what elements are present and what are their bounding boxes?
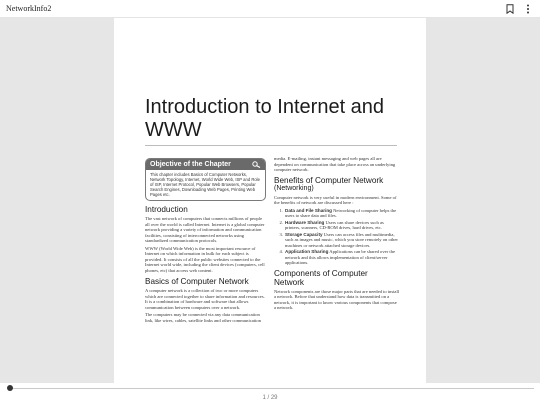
document-title: NetworkInfo2 — [6, 4, 52, 13]
list-item — [274, 220, 399, 231]
title-divider — [145, 145, 397, 146]
list-item-text: Users can share devices such as printers, scanners, CD-ROM drives, hard drives, etc. — [285, 219, 384, 230]
search-icon — [252, 161, 261, 168]
benefits-intro: Computer network is very useful in modern environment. Some of the benefits of network are discussed here : — [274, 194, 397, 205]
list-item-number: 2. — [279, 219, 283, 225]
page-indicator: 1 / 29 — [262, 395, 278, 401]
more-vertical-icon — [526, 4, 530, 14]
components-heading: Components of Computer Network — [274, 268, 368, 287]
document-viewer[interactable] — [0, 18, 540, 383]
page-scroll-track[interactable] — [10, 388, 534, 389]
basics-paragraph-1: A computer network is a collection of two or more computers which are connected together to share information and resources. It is a combination of hardware and software that allows communication between computers over a network. — [145, 288, 265, 310]
document-page — [114, 18, 426, 383]
objective-text: This chapter includes Basics of Computer Networks, Network Topology, Internet, World Wide Web, ISP and Role of ISP, Internet Protocol, Popular Web Browsers, Popular Search Engines, Downloading Web Pages, Printing Web Pages etc. — [150, 172, 260, 197]
list-item-text: Networking of computer helps the users to share data and files. — [285, 207, 397, 218]
left-column — [145, 158, 266, 325]
list-item-title: Application Sharing — [285, 249, 329, 254]
list-item-text: Applications can be shared over the network and this allows implementation of client/server applications. — [285, 249, 395, 265]
page-scroll-thumb[interactable] — [7, 385, 13, 391]
list-item-title: Hardware Sharing — [285, 219, 325, 225]
bookmark-icon — [506, 4, 514, 14]
bookmark-button[interactable] — [504, 3, 516, 15]
benefits-heading-main: Benefits of Computer Network — [274, 175, 384, 185]
objective-header — [146, 159, 265, 170]
benefits-heading — [274, 176, 399, 193]
more-options-button[interactable] — [522, 3, 534, 15]
introduction-heading: Introduction — [145, 205, 188, 214]
components-paragraph: Network components are those major parts that are needed to install a network. Before that understand how data is transmitted on a network, it is important to know various components that compose a network. — [274, 288, 400, 310]
list-item-title: Storage Capacity — [285, 231, 323, 237]
continued-paragraph: media. E-mailing, instant messaging and web pages all are dependent on communication that take place across an underlying computer network. — [274, 156, 396, 172]
top-bar — [0, 0, 540, 18]
basics-paragraph-2: The computers may be connected via any data communication link, like wires, cables, satellite links and other communication — [145, 312, 261, 323]
list-item — [274, 232, 399, 249]
bottom-bar — [0, 383, 540, 405]
benefits-heading-sub: (Networking) — [274, 184, 314, 192]
list-item — [274, 208, 399, 219]
basics-heading: Basics of Computer Network — [145, 277, 249, 286]
chapter-title: Introduction to Internet and WWW — [145, 96, 385, 141]
list-item-number: 3. — [279, 231, 283, 237]
introduction-paragraph-1: The vast network of computers that connects millions of people all over the world is called Internet. Internet is a global computer network providing a variety of information and communication facilities, consisting of interconnected networks using standardized communication protocols. — [145, 216, 265, 243]
list-item-number: 4. — [279, 249, 283, 254]
list-item-text: Users can access files and multimedia, such as images and music, which you store remotely on other machines or network attached storage devices. — [285, 231, 398, 248]
objective-box — [145, 158, 266, 201]
list-item-number: 1. — [279, 207, 283, 213]
introduction-paragraph-2: WWW (World Wide Web) is the most important resource of Internet on which information in bulk for each subject is provided. It consists of all the public websites connected to the Internet world wide, including the client devices (computers, cell phones, etc) that access web content. — [145, 245, 265, 273]
list-item-title: Data and File Sharing — [285, 207, 332, 213]
right-column — [274, 156, 399, 313]
objective-heading: Objective of the Chapter — [150, 161, 231, 168]
list-item — [274, 249, 399, 266]
benefits-list — [274, 208, 399, 266]
